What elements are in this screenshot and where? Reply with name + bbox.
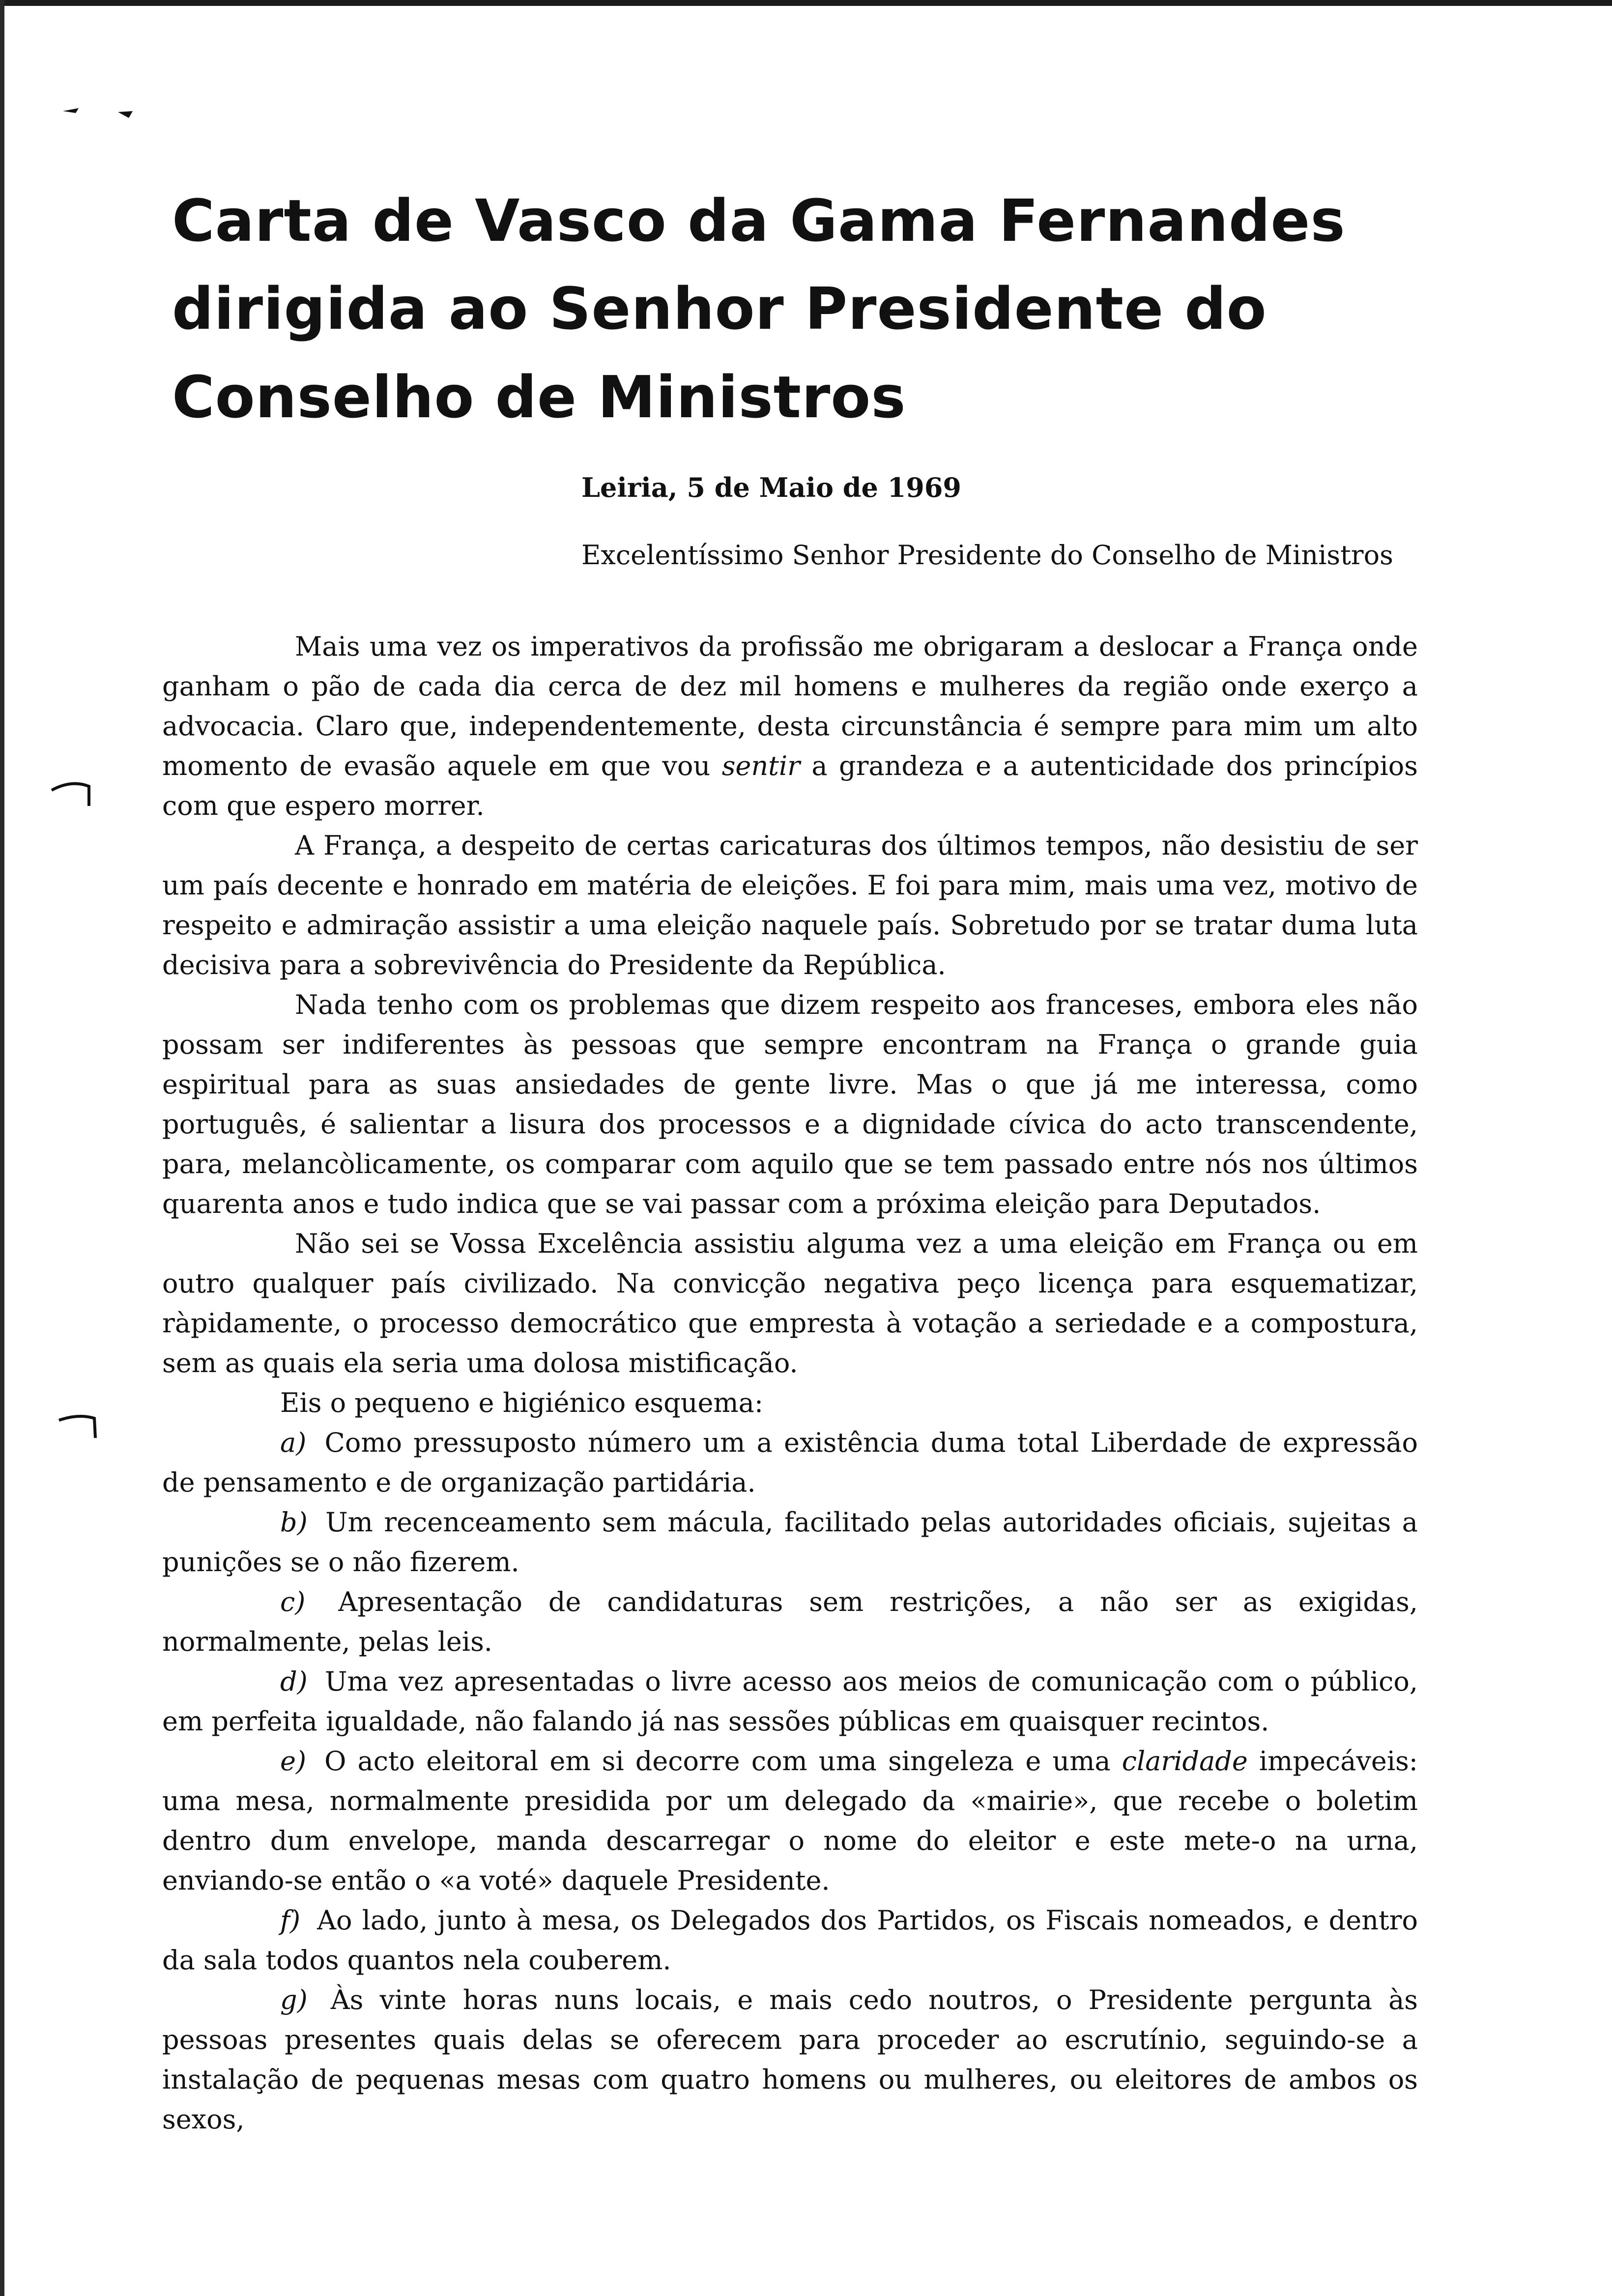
list-item-label: f) bbox=[280, 1905, 301, 1936]
list-item-text: Uma vez apresentadas o livre acesso aos meios de comunicação com o público, em perfeita igualdade, não falando já nas sessões públicas em quaisquer recintos. bbox=[162, 1666, 1418, 1737]
list-item bbox=[162, 1741, 1418, 1900]
corner-marks-icon bbox=[59, 98, 147, 128]
list-item-label: a) bbox=[280, 1427, 307, 1458]
list-item-label: d) bbox=[280, 1666, 308, 1697]
emphasis: sentir bbox=[721, 750, 800, 781]
list-item-text: Apresentação de candidaturas sem restrições, a não ser as exigidas, normalmente, pelas leis. bbox=[162, 1586, 1418, 1657]
page-left-border bbox=[0, 0, 4, 2296]
list-item bbox=[162, 1582, 1418, 1662]
list-item-label: e) bbox=[280, 1746, 307, 1777]
list-item-label: b) bbox=[280, 1507, 308, 1538]
list-item-label: c) bbox=[280, 1586, 306, 1617]
letter-title: Carta de Vasco da Gama Fernandes dirigida ao Senhor Presidente do Conselho de Ministros bbox=[172, 187, 1346, 431]
dateline: Leiria, 5 de Maio de 1969 bbox=[581, 472, 961, 503]
list-item bbox=[162, 1423, 1418, 1502]
emphasis: claridade bbox=[1122, 1746, 1248, 1777]
list-item-text: Como pressuposto número um a existência duma total Liberdade de expressão de pensamento e de organização partidária. bbox=[162, 1427, 1418, 1498]
paragraph: A França, a despeito de certas caricaturas dos últimos tempos, não desistiu de ser um país decente e honrado em matéria de eleições. E foi para mim, mais uma vez, motivo de respeito e admiração assistir a uma eleição naquele país. Sobretudo por se tratar duma luta decisiva para a sobrevivência do Presidente da República. bbox=[162, 830, 1418, 980]
paragraph: Nada tenho com os problemas que dizem respeito aos franceses, embora eles não possam ser indiferentes às pessoas que sempre encontram na França o grande guia espiritual para as suas ansiedades de gente livre. Mas o que já me interessa, como português, é salientar a lisura dos processos e a dignidade cívica do acto transcendente, para, melancòlicamente, os comparar com aquilo que se tem passado entre nós nos últimos quarenta anos e tudo indica que se vai passar com a próxima eleição para Deputados. bbox=[162, 989, 1418, 1219]
list-item bbox=[162, 1502, 1418, 1582]
list-item-text: Um recenceamento sem mácula, facilitado pelas autoridades oficiais, sujeitas a punições se o não fizerem. bbox=[162, 1507, 1418, 1578]
paragraph: Não sei se Vossa Excelência assistiu alguma vez a uma eleição em França ou em outro qualquer país civilizado. Na convicção negativa peço licença para esquematizar, ràpidamente, o processo democrático que empresta à votação a seriedade e a compostura, sem as quais ela seria uma dolosa mistificação. bbox=[162, 1228, 1418, 1378]
letter-body bbox=[162, 627, 1418, 2139]
list-item-text: Ao lado, junto à mesa, os Delegados dos Partidos, os Fiscais nomeados, e dentro da sala todos quantos nela couberem. bbox=[162, 1905, 1418, 1976]
list-item bbox=[162, 1662, 1418, 1741]
paragraph: Mais uma vez os imperativos da profissão me obrigaram a deslocar a França onde ganham o pão de cada dia cerca de dez mil homens e mulheres da região onde exerço a advocacia. Claro que, independentemente, desta circunstância é sempre para mim um alto momento de evasão aquele em que vou sentir a grandeza e a autenticidade dos princípios com que espero morrer. bbox=[162, 631, 1418, 821]
list-item bbox=[162, 1980, 1418, 2139]
salutation: Excelentíssimo Senhor Presidente do Conselho de Ministros bbox=[581, 540, 1393, 571]
margin-bracket-icon bbox=[54, 1410, 108, 1445]
list-item-label: g) bbox=[280, 1984, 308, 2015]
page-top-border bbox=[0, 0, 1612, 6]
list-item-text: Às vinte horas nuns locais, e mais cedo noutros, o Presidente pergunta às pessoas presentes quais delas se oferecem para proceder ao escrutínio, seguindo-se a instalação de pequenas mesas com quatro homens ou mulheres, ou eleitores de ambos os sexos, bbox=[162, 1984, 1418, 2135]
list-item bbox=[162, 1900, 1418, 1980]
list-item-text: O acto eleitoral em si decorre com uma singeleza e uma claridade impecáveis: uma mesa, normalmente presidida por um delegado da «mairie», que recebe o boletim dentro dum envelope, manda descarregar o nome do eleitor e este mete-o na urna, enviando-se então o «a voté» daquele Presidente. bbox=[162, 1746, 1418, 1896]
schema-intro: Eis o pequeno e higiénico esquema: bbox=[280, 1387, 764, 1418]
margin-bracket-icon bbox=[47, 776, 101, 811]
